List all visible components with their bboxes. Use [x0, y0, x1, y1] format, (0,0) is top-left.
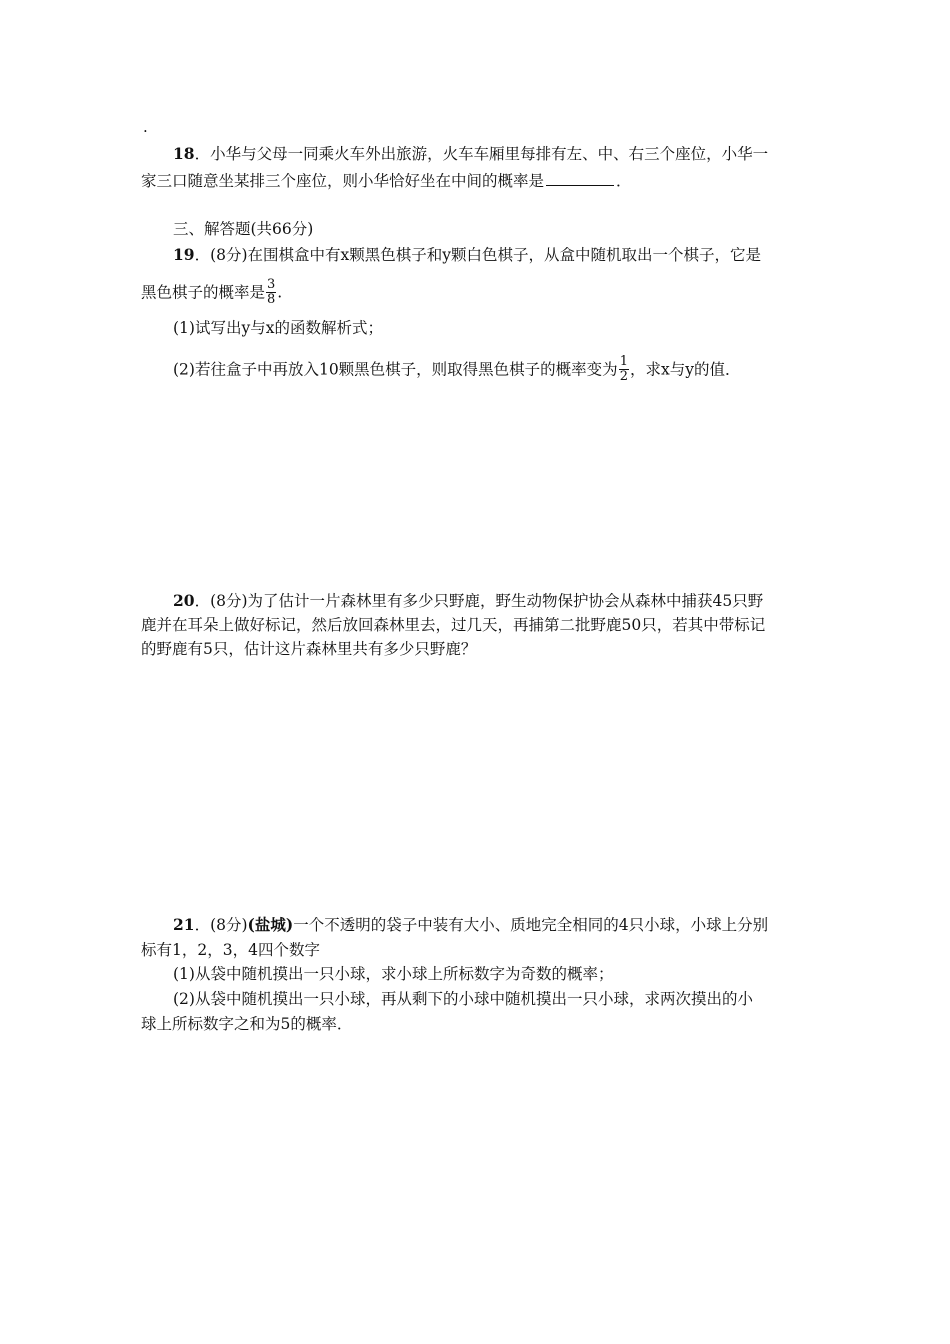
q19-number: 19 [173, 245, 195, 264]
q21-part-1: (1)从袋中随机摸出一只小球，求小球上所标数字为奇数的概率； [173, 965, 614, 983]
q21-line-1 [173, 915, 768, 935]
stray-dot: . [143, 118, 148, 136]
q18-text-2: 家三口随意坐某排三个座位，则小华恰好坐在中间的概率是 [141, 172, 545, 190]
q19-fraction2-denominator: 2 [619, 369, 628, 384]
q21-source: (盐城) [247, 915, 294, 934]
q20-line-2: 鹿并在耳朵上做好标记，然后放回森林里去，过几天，再捕第二批野鹿50只，若其中带标记 [141, 616, 766, 634]
q20-line-3: 的野鹿有5只，估计这片森林里共有多少只野鹿？ [141, 640, 477, 658]
q19-part-2-text: (2)若往盒子中再放入10颗黑色棋子，则取得黑色棋子的概率变为 [173, 360, 618, 379]
q19-part-1: (1)试写出y与x的函数解析式； [173, 319, 383, 337]
q19-text-2-end: . [277, 283, 283, 302]
q19-fraction-denominator: 8 [267, 292, 276, 307]
q19-part-2-end: ，求x与y的值． [629, 360, 741, 379]
q19-part-2 [173, 356, 740, 385]
q18-text-1: ．小华与父母一同乘火车外出旅游，火车车厢里每排有左、中、右三个座位，小华一 [194, 145, 769, 163]
q19-text-1: ．(8分)在围棋盒中有x颗黑色棋子和y颗白色棋子，从盒中随机取出一个棋子，它是 [194, 246, 762, 264]
q19-text-2: 黑色棋子的概率是 [141, 283, 266, 302]
q21-number: 21 [173, 915, 195, 934]
q20-number: 20 [173, 591, 195, 610]
q18-line-2 [141, 170, 632, 191]
q19-line-1 [173, 245, 761, 265]
q21-line-2: 标有1，2，3，4四个数字 [141, 941, 320, 959]
q21-text-1b: 一个不透明的袋子中装有大小、质地完全相同的4只小球，小球上分别 [293, 916, 769, 934]
q21-text-1a: ．(8分) [194, 916, 248, 934]
q20-line-1 [173, 591, 763, 611]
q18-line-1 [173, 144, 768, 164]
q18-number: 18 [173, 144, 195, 163]
q21-part-2-line-1: (2)从袋中随机摸出一只小球，再从剩下的小球中随机摸出一只小球，求两次摸出的小 [173, 990, 753, 1008]
q19-fraction-3-8 [266, 278, 276, 307]
q19-fraction-1-2 [619, 355, 629, 384]
q19-line-2 [141, 279, 282, 308]
q18-answer-blank [546, 170, 614, 186]
q18-text-end: ． [616, 172, 632, 190]
q20-text-1: ．(8分)为了估计一片森林里有多少只野鹿，野生动物保护协会从森林中捕获45只野 [194, 592, 764, 610]
section-3-heading: 三、解答题(共66分) [173, 220, 314, 238]
q21-part-2-line-2: 球上所标数字之和为5的概率． [141, 1015, 353, 1033]
q19-fraction-numerator: 3 [267, 277, 276, 292]
q19-fraction2-numerator: 1 [619, 354, 628, 369]
